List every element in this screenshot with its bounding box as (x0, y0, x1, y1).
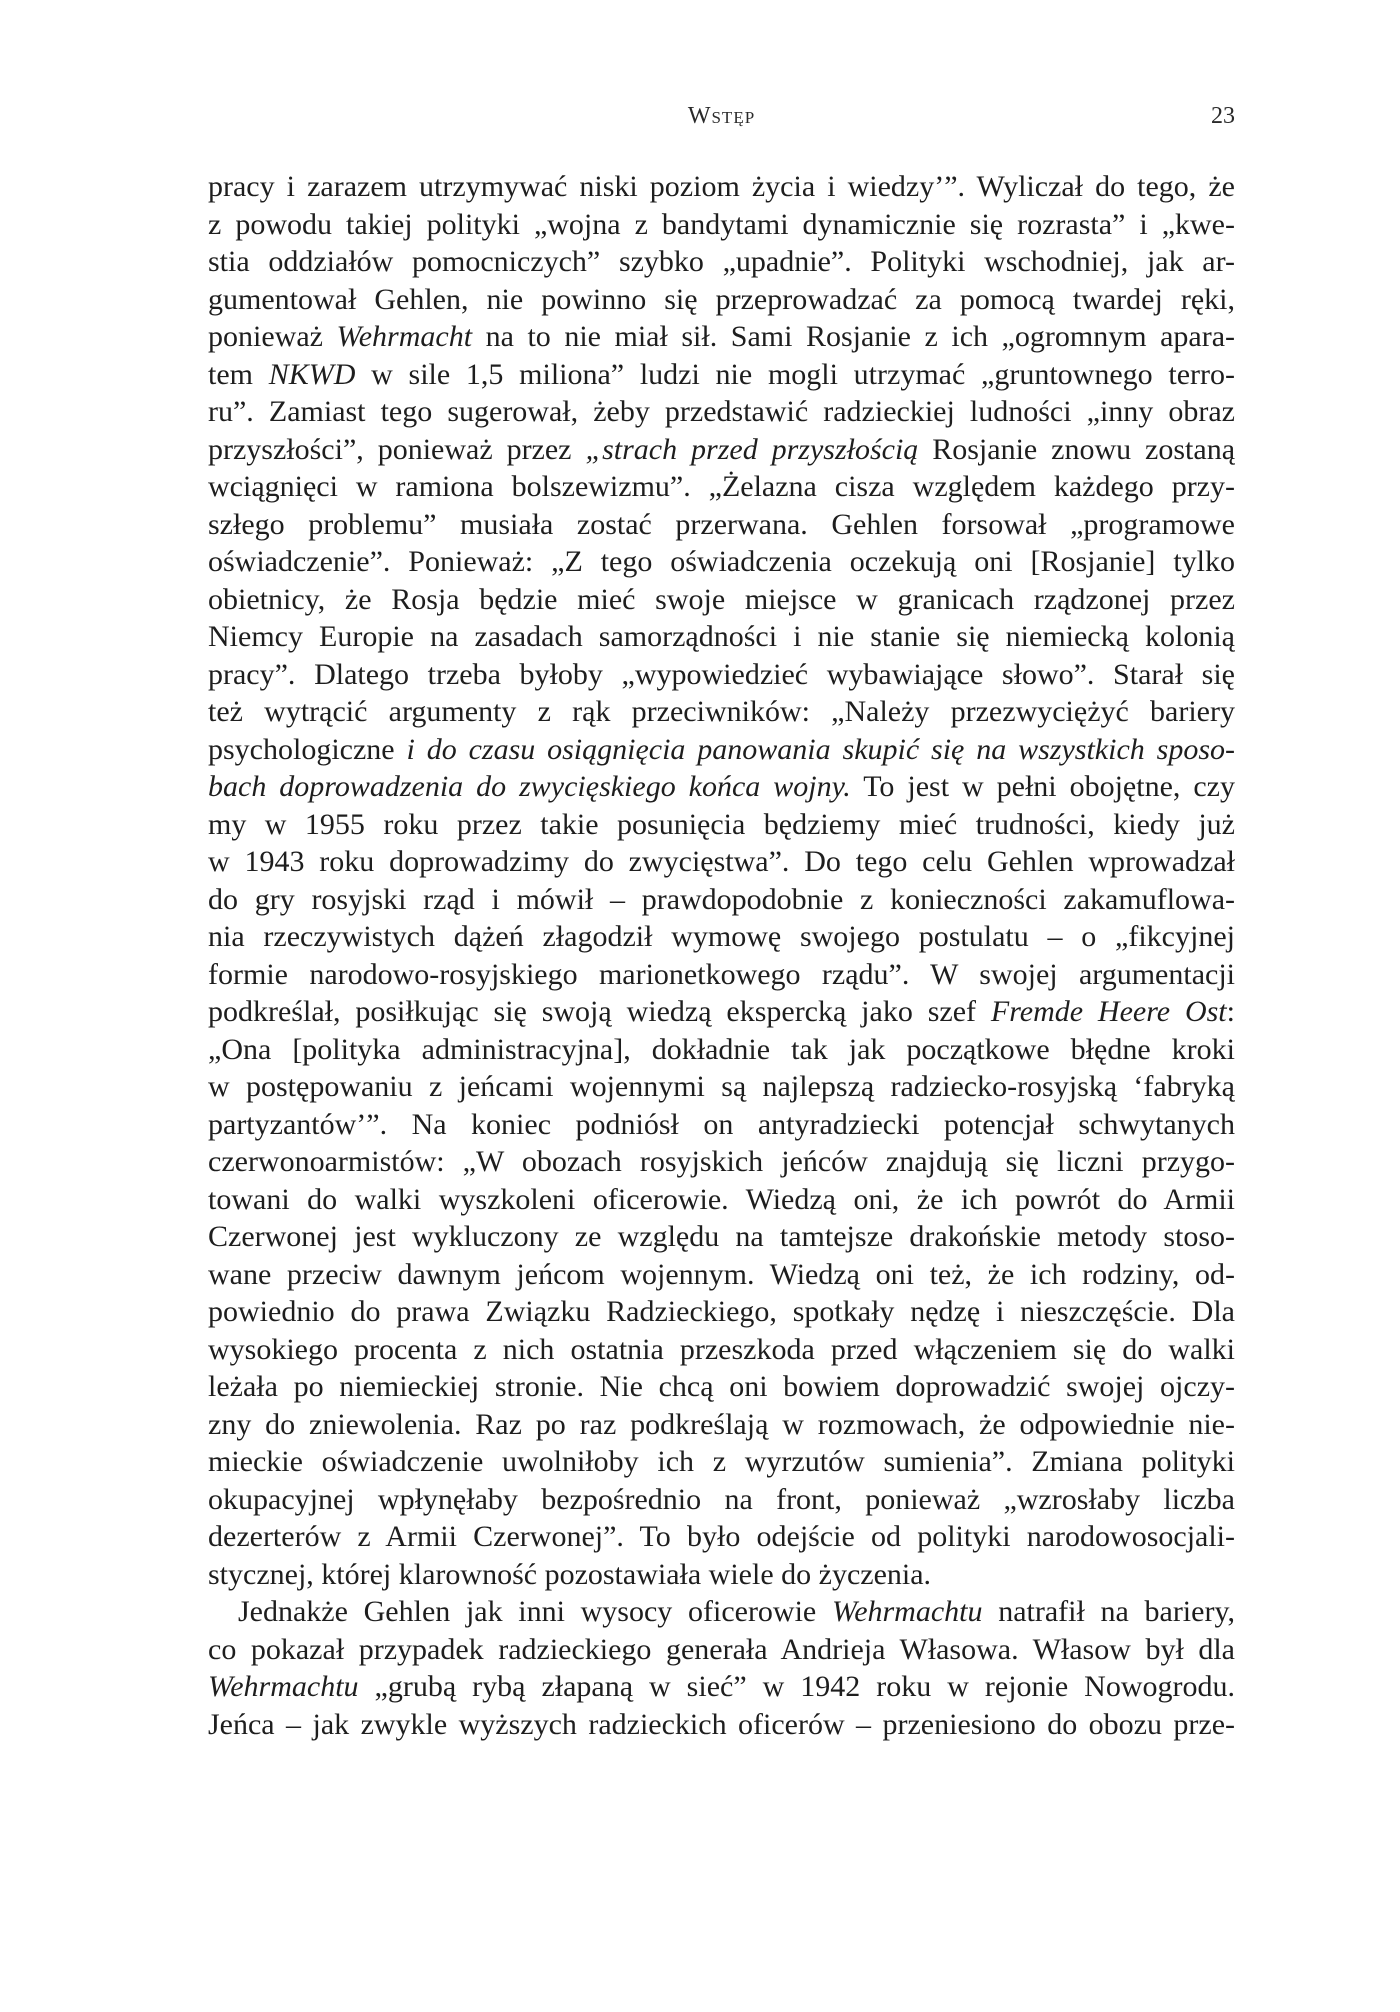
text-line (208, 581, 1235, 619)
text-segment: nia rzeczywistych dążeń złagodził wymowę swojego postulatu – o „fikcyjnej (208, 920, 1235, 953)
text-line (208, 1668, 1235, 1706)
text-segment: psychologiczne (208, 732, 407, 766)
text-segment: wane przeciw dawnym jeńcom wojennym. Wiedzą oni też, że ich rodziny, od- (208, 1257, 1235, 1291)
page-header (208, 103, 1235, 143)
text-line (208, 1593, 1235, 1631)
text-segment: przyszłości”, ponieważ przez (208, 432, 586, 466)
text-line (208, 431, 1235, 469)
text-segment: Niemcy Europie na zasadach samorządności i nie stanie się niemiecką kolonią (208, 620, 1235, 653)
text-segment: Jednakże Gehlen jak inni wysocy oficerowie (238, 1595, 832, 1628)
text-segment: gumentował Gehlen, nie powinno się przeprowadzać za pomocą twardej ręki, (208, 282, 1235, 316)
italic-text: i do czasu osiągnięcia panowania skupić się na wszystkich sposo- (406, 732, 1235, 766)
italic-text: Fremde Heere Ost (990, 995, 1227, 1028)
text-segment: Jeńca – jak zwykle wyższych radzieckich oficerów – przeniesiono do obozu prze- (208, 1707, 1235, 1741)
text-line (208, 1143, 1235, 1181)
text-segment: zny do zniewolenia. Raz po raz podkreślają w rozmowach, że odpowiednie nie- (208, 1407, 1235, 1441)
italic-text: Wehrmachtu (831, 1595, 983, 1628)
text-line (208, 468, 1235, 506)
text-segment: na to nie miał sił. Sami Rosjanie z ich „ogromnym apara- (472, 320, 1235, 353)
text-segment: mieckie oświadczenie uwolniłoby ich z wyrzutów sumienia”. Zmiana polityki (208, 1445, 1235, 1478)
italic-text: bach doprowadzenia do zwycięskiego końca wojny. (208, 770, 851, 803)
text-segment: w 1943 roku doprowadzimy do zwycięstwa”. Do tego celu Gehlen wprowadzał (208, 845, 1235, 878)
page-number: 23 (1211, 103, 1235, 129)
text-line (208, 168, 1235, 206)
text-line (208, 656, 1235, 694)
text-line (208, 1256, 1235, 1294)
text-line (208, 1631, 1235, 1669)
text-segment: pracy i zarazem utrzymywać niski poziom życia i wiedzy’”. Wyliczał do tego, że (208, 170, 1235, 203)
text-line (208, 806, 1235, 844)
text-segment: „Ona [polityka administracyjna], dokładnie tak jak początkowe błędne kroki (208, 1032, 1235, 1066)
text-line (208, 1443, 1235, 1481)
text-line (208, 356, 1235, 394)
text-line (208, 543, 1235, 581)
italic-text: NKWD (268, 357, 356, 391)
text-line (208, 1368, 1235, 1406)
text-line (208, 1181, 1235, 1219)
text-segment: formie narodowo-rosyjskiego marionetkowego rządu”. W swojej argumentacji (208, 957, 1235, 991)
text-line (208, 1706, 1235, 1744)
text-line (208, 1031, 1235, 1069)
text-segment: też wytrącić argumenty z rąk przeciwników: „Należy przezwyciężyć bariery (208, 695, 1235, 728)
text-line (208, 506, 1235, 544)
text-segment: do gry rosyjski rząd i mówił – prawdopodobnie z konieczności zakamuflowa- (208, 882, 1235, 916)
text-line (208, 956, 1235, 994)
text-line (208, 393, 1235, 431)
text-line (208, 206, 1235, 244)
text-line (208, 768, 1235, 806)
text-segment: oświadczenie”. Ponieważ: „Z tego oświadczenia oczekują oni [Rosjanie] tylko (208, 545, 1235, 578)
text-line (208, 1218, 1235, 1256)
text-segment: towani do walki wyszkoleni oficerowie. Wiedzą oni, że ich powrót do Armii (208, 1182, 1235, 1216)
text-line (208, 918, 1235, 956)
text-segment: tem (208, 357, 269, 391)
text-line (208, 1068, 1235, 1106)
text-segment: leżała po niemieckiej stronie. Nie chcą oni bowiem doprowadzić swojej ojczy- (208, 1370, 1235, 1403)
text-segment: co pokazał przypadek radzieckiego generała Andrieja Własowa. Własow był dla (208, 1632, 1235, 1666)
running-title: Wstęp (687, 103, 756, 129)
text-segment: ru”. Zamiast tego sugerował, żeby przedstawić radzieckiej ludności „inny obraz (208, 395, 1235, 428)
text-segment: natrafił na bariery, (982, 1595, 1235, 1628)
text-segment: obietnicy, że Rosja będzie mieć swoje miejsce w granicach rządzonej przez (208, 582, 1235, 616)
text-line (208, 318, 1235, 356)
text-segment: my w 1955 roku przez takie posunięcia będziemy mieć trudności, kiedy już (208, 807, 1235, 841)
text-segment: dezerterów z Armii Czerwonej”. To było odejście od polityki narodowosocjali- (208, 1520, 1235, 1553)
text-segment: Czerwonej jest wykluczony ze względu na tamtejsze drakońskie metody stoso- (208, 1220, 1235, 1253)
text-line (208, 243, 1235, 281)
text-line (208, 1293, 1235, 1331)
text-segment: okupacyjnej wpłynęłaby bezpośrednio na front, ponieważ „wzrosłaby liczba (208, 1482, 1235, 1516)
text-segment: ponieważ (208, 320, 337, 353)
text-line (208, 1106, 1235, 1144)
text-segment: podkreślał, posiłkując się swoją wiedzą ekspercką jako szef (208, 995, 991, 1028)
italic-text: Wehrmacht (336, 320, 473, 353)
text-segment: stycznej, której klarowność pozostawiała wiele do życzenia. (208, 1557, 932, 1591)
text-segment: To jest w pełni obojętne, czy (850, 770, 1235, 803)
text-segment: czerwonoarmistów: „W obozach rosyjskich jeńców znajdują się liczni przygo- (208, 1145, 1235, 1178)
text-segment: wciągnięci w ramiona bolszewizmu”. „Żelazna cisza względem każdego przy- (208, 470, 1235, 503)
body-text (208, 168, 1235, 1743)
text-segment: : (1226, 995, 1235, 1028)
text-line (208, 731, 1235, 769)
text-line (208, 281, 1235, 319)
text-segment: partyzantów’”. Na koniec podniósł on antyradziecki potencjał schwytanych (208, 1107, 1235, 1141)
text-line (208, 1331, 1235, 1369)
text-line (208, 881, 1235, 919)
text-line (208, 1481, 1235, 1519)
text-segment: stia oddziałów pomocniczych” szybko „upadnie”. Polityki wschodniej, jak ar- (208, 245, 1235, 278)
italic-text: Wehrmachtu (208, 1670, 359, 1703)
text-segment: wysokiego procenta z nich ostatnia przeszkoda przed włączeniem się do walki (208, 1332, 1235, 1366)
text-line (208, 693, 1235, 731)
text-segment: „grubą rybą złapaną w sieć” w 1942 roku w rejonie Nowogrodu. (358, 1670, 1235, 1703)
text-segment: Rosjanie znowu zostaną (918, 432, 1235, 466)
text-segment: powiednio do prawa Związku Radzieckiego, spotkały nędzę i nieszczęście. Dla (208, 1295, 1235, 1328)
text-segment: z powodu takiej polityki „wojna z bandytami dynamicznie się rozrasta” i „kwe- (208, 207, 1235, 241)
text-segment: szłego problemu” musiała zostać przerwana. Gehlen forsował „programowe (208, 507, 1235, 541)
text-line (208, 1556, 1235, 1594)
text-segment: w sile 1,5 miliona” ludzi nie mogli utrzymać „gruntownego terro- (355, 357, 1235, 391)
text-segment: w postępowaniu z jeńcami wojennymi są najlepszą radziecko-rosyjską ‘fabryką (208, 1070, 1235, 1103)
text-line (208, 1518, 1235, 1556)
italic-text: „strach przed przyszłością (585, 432, 919, 466)
text-line (208, 1406, 1235, 1444)
text-segment: pracy”. Dlatego trzeba byłoby „wypowiedzieć wybawiające słowo”. Starał się (208, 657, 1235, 691)
text-line (208, 618, 1235, 656)
text-line (208, 993, 1235, 1031)
text-line (208, 843, 1235, 881)
